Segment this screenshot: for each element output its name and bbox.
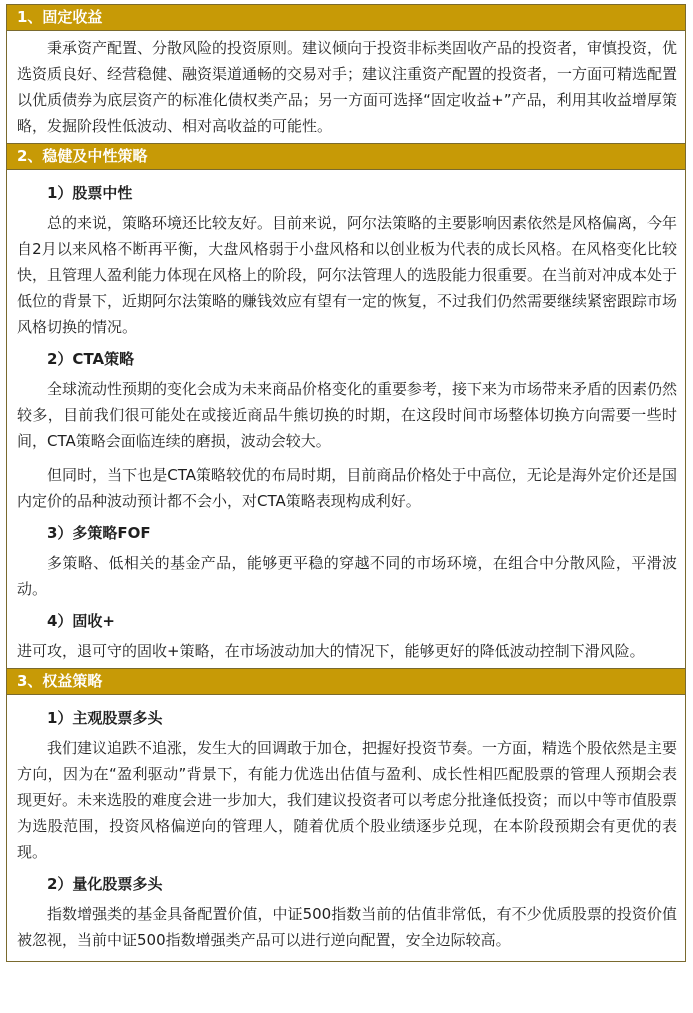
paragraph: 总的来说，策略环境还比较友好。目前来说，阿尔法策略的主要影响因素依然是风格偏离，今年自2月以来风格不断再平衡，大盘风格弱于小盘风格和以创业板为代表的成长风格。在风格变化比较快，且管理人盈利能力体现在风格上的阶段，阿尔法管理人的选股能力很重要。在当前对冲成本处于低位的背景下，近期阿尔法策略的赚钱效应有望有一定的恢复，不过我们仍然需要继续紧密跟踪市场风格切换的情况。 — [17, 214, 678, 336]
section-header-equity-strategy: 3、权益策略 — [7, 669, 685, 695]
section-header-fixed-income: 1、固定收益 — [7, 5, 685, 31]
subsection-title-cta: 2）CTA策略 — [47, 350, 135, 368]
subsection-title-fixed-income-plus: 4）固收+ — [47, 612, 116, 630]
subsection-title-quant-long: 2）量化股票多头 — [47, 875, 163, 893]
spacer — [17, 454, 677, 462]
paragraph: 指数增强类的基金具备配置价值，中证500指数当前的估值非常低，有不少优质股票的投资价值被忽视，当前中证500指数增强类产品可以进行逆向配置，安全边际较高。 — [17, 905, 677, 949]
paragraph: 我们建议追跌不追涨，发生大的回调敢于加仓，把握好投资节奏。一方面，精选个股依然是主要方向，因为在“盈利驱动”背景下，有能力优选出估值与盈利、成长性相匹配股票的管理人预期会表现更好。未来选股的难度会进一步加大，我们建议投资者可以考虑分批逢低投资；而以中等市值股票为选股范围，投资风格偏逆向的管理人，随着优质个股业绩逐步兑现，在本阶段预期会有更优的表现。 — [17, 739, 678, 861]
subsection-title-equity-neutral: 1）股票中性 — [47, 184, 133, 202]
paragraph: 秉承资产配置、分散风险的投资原则。建议倾向于投资非标类固收产品的投资者，审慎投资，优选资质良好、经营稳健、融资渠道通畅的交易对手；建议注重资产配置的投资者，一方面可精选配置以优质债券为底层资产的标准化债权类产品；另一方面可选择“固定收益+”产品，利用其收益增厚策略，发掘阶段性低波动、相对高收益的可能性。 — [17, 39, 678, 135]
paragraph: 全球流动性预期的变化会成为未来商品价格变化的重要参考，接下来为市场带来矛盾的因素仍然较多，目前我们很可能处在或接近商品牛熊切换的时期，在这段时间市场整体切换方向需要一些时间，CTA策略会面临连续的磨损，波动会较大。 — [17, 380, 678, 450]
subsection-title-subjective-long: 1）主观股票多头 — [47, 709, 163, 727]
paragraph: 但同时，当下也是CTA策略较优的布局时期，目前商品价格处于中高位，无论是海外定价还是国内定价的品种波动预计都不会小，对CTA策略表现构成利好。 — [17, 466, 677, 510]
strategy-document — [6, 4, 686, 962]
paragraph: 进可攻，退可守的固收+策略，在市场波动加大的情况下，能够更好的降低波动控制下滑风险。 — [17, 642, 645, 660]
section-body-neutral-strategy — [7, 170, 685, 669]
subsection-title-multi-strategy-fof: 3）多策略FOF — [47, 524, 151, 542]
section-body-fixed-income — [7, 31, 685, 144]
paragraph: 多策略、低相关的基金产品，能够更平稳的穿越不同的市场环境，在组合中分散风险，平滑波动。 — [17, 554, 677, 598]
section-header-neutral-strategy: 2、稳健及中性策略 — [7, 144, 685, 170]
section-body-equity-strategy — [7, 695, 685, 961]
